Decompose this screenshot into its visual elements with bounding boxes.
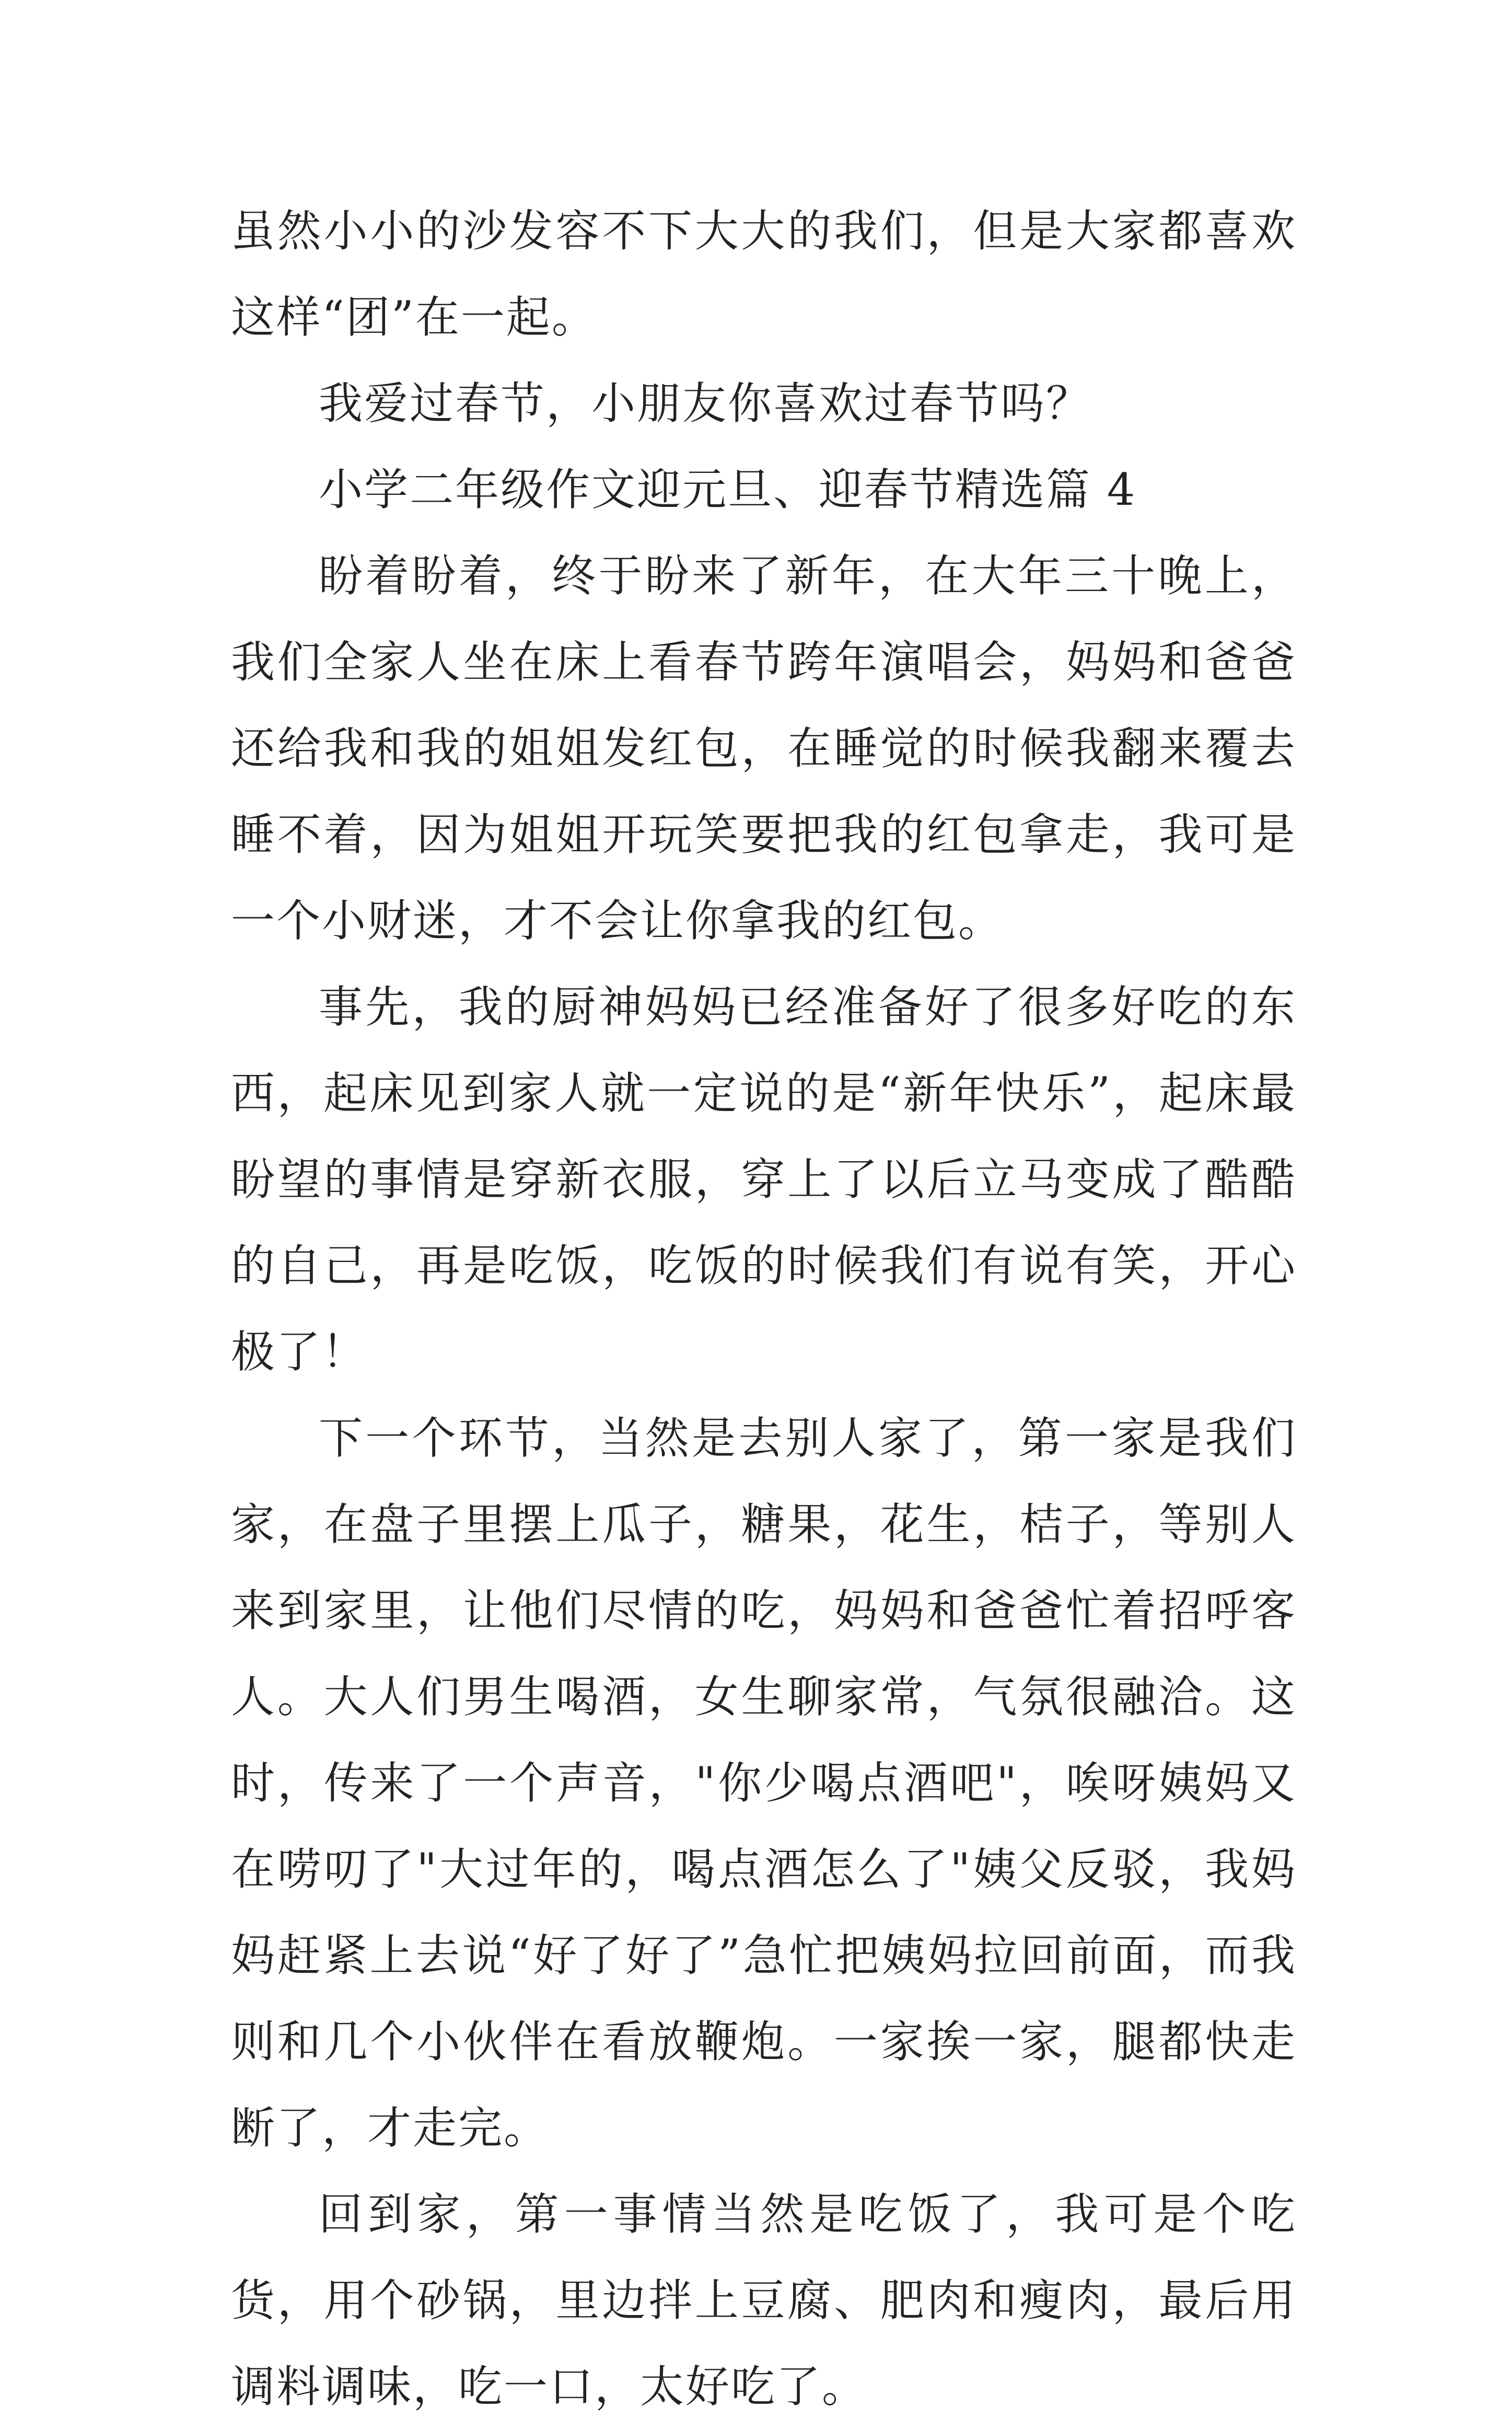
paragraph-6: 回到家，第一事情当然是吃饭了，我可是个吃货，用个砂锅，里边拌上豆腐、肥肉和瘦肉，最后用调料调味，吃一口，太好吃了。	[231, 2189, 1297, 2412]
paragraph-5: 下一个环节，当然是去别人家了，第一家是我们家，在盘子里摆上瓜子，糖果，花生，桔子，等别人来到家里，让他们尽情的吃，妈妈和爸爸忙着招呼客人。大人们男生喝酒，女生聊家常，气氛很融洽。这时，传来了一个声音，"你少喝点酒吧"，唉呀姨妈又在唠叨了"大过年的，喝点酒怎么了"姨父反驳，我妈妈赶紧上去说“好了好了”急忙把姨妈拉回前面，而我则和几个小伙伴在看放鞭炮。一家挨一家，腿都快走断了，才走完。	[231, 1413, 1297, 2154]
article-body	[231, 188, 1297, 2430]
paragraph-1: 虽然小小的沙发容不下大大的我们，但是大家都喜欢这样“团”在一起。	[231, 205, 1297, 343]
paragraph-2: 我爱过春节，小朋友你喜欢过春节吗？	[319, 378, 1092, 429]
paragraph-3: 盼着盼着，终于盼来了新年，在大年三十晚上，我们全家人坐在床上看春节跨年演唱会，妈妈和爸爸还给我和我的姐姐发红包，在睡觉的时候我翻来覆去睡不着，因为姐姐开玩笑要把我的红包拿走，我可是一个小财迷，才不会让你拿我的红包。	[231, 550, 1297, 946]
paragraph-4: 事先，我的厨神妈妈已经准备好了很多好吃的东西，起床见到家人就一定说的是“新年快乐”，起床最盼望的事情是穿新衣服，穿上了以后立马变成了酷酷的自己，再是吃饭，吃饭的时候我们有说有笑，开心极了！	[231, 981, 1297, 1378]
section-heading: 小学二年级作文迎元旦、迎春节精选篇 4	[319, 464, 1137, 515]
